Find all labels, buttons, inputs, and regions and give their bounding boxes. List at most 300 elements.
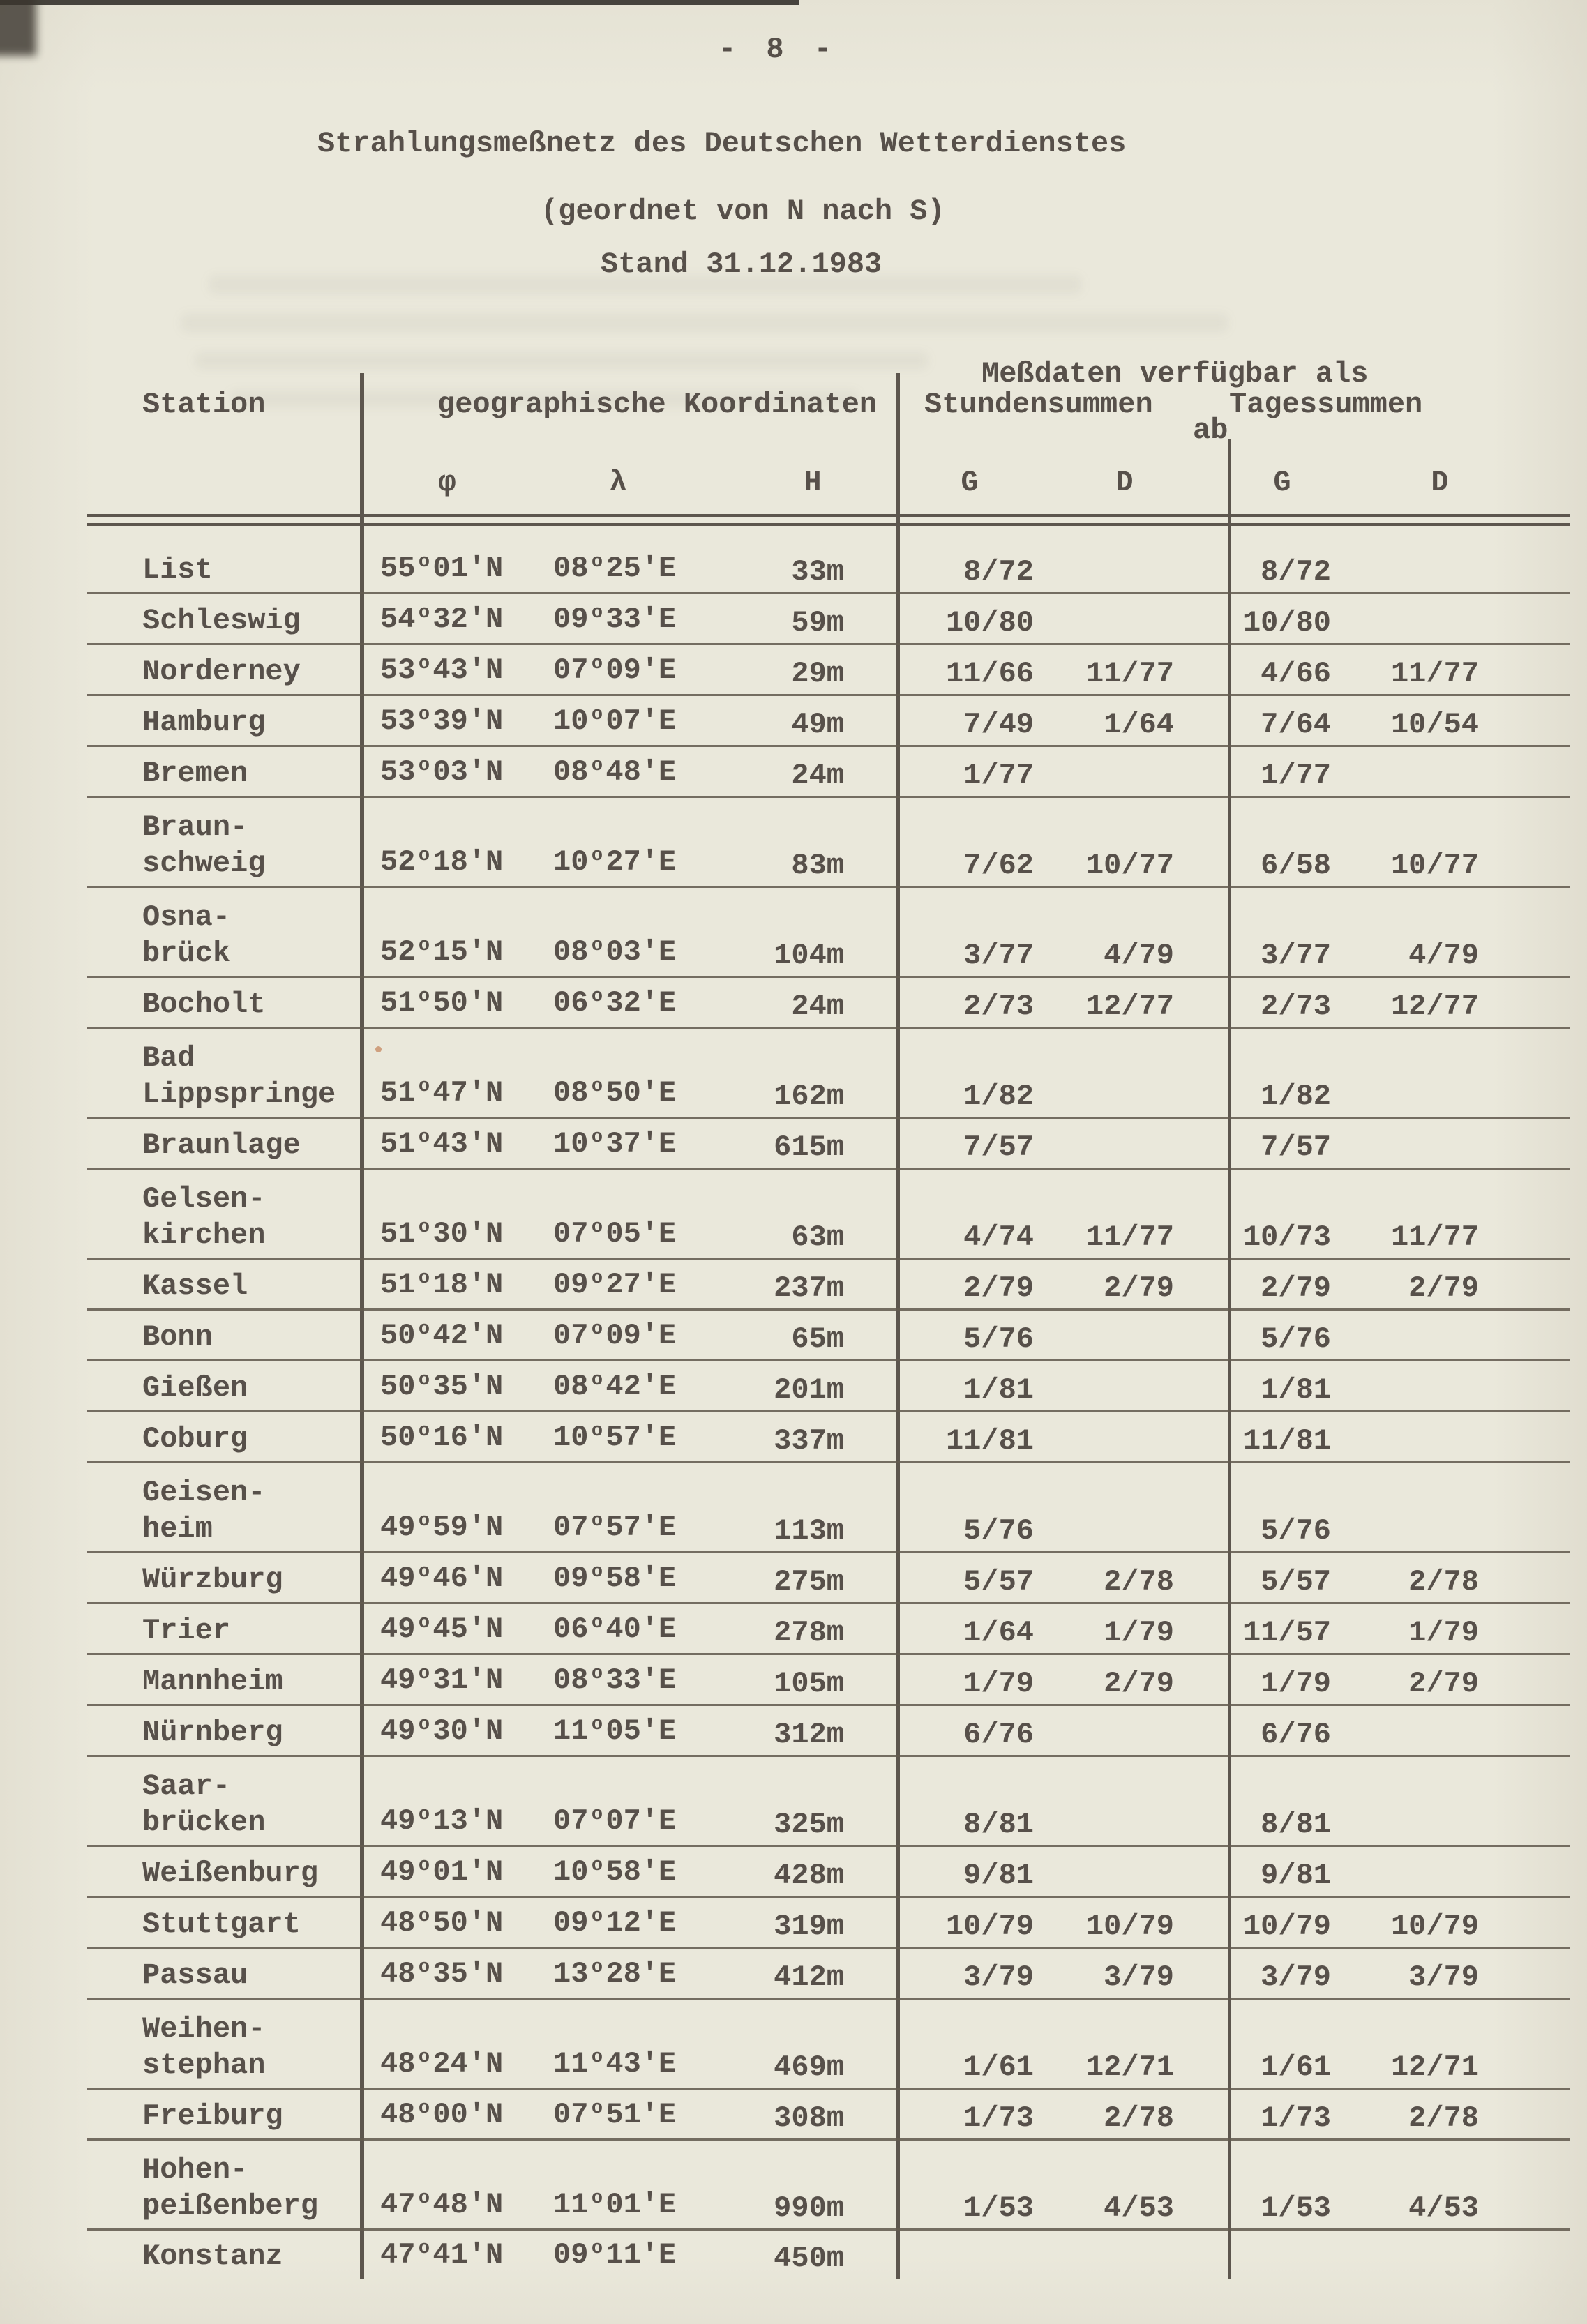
daily-d-value: [1369, 2231, 1570, 2279]
station-coordinates: [362, 2231, 898, 2279]
longitude-value: 08 o 48'E: [553, 755, 677, 789]
station-name: Gießen: [142, 1371, 248, 1405]
hourly-g-value: 3/79: [963, 1961, 1034, 1994]
hourly-d-value: 12/71: [1085, 2051, 1174, 2084]
latitude-value: 52 o 15'N: [380, 935, 504, 969]
daily-g-value: 11/81: [1242, 1424, 1331, 1458]
daily-d-value: 10/79: [1390, 1910, 1479, 1943]
station-name: Braun- schweig: [142, 810, 266, 880]
daily-d-value: [1369, 594, 1570, 643]
header-coordinates: geographische Koordinaten: [437, 388, 878, 421]
daily-d-value: 12/77: [1390, 990, 1479, 1023]
station-name: Hamburg: [142, 706, 266, 739]
table-row: [87, 2141, 1570, 2231]
daily-d-value: [1369, 1847, 1570, 1896]
altitude-value: 325m: [774, 1808, 844, 1841]
daily-d-value: 4/79: [1408, 939, 1479, 972]
hourly-g-value: 11/81: [945, 1424, 1034, 1458]
longitude-value: 09 o 58'E: [553, 1562, 677, 1595]
daily-d-value: [1369, 1311, 1570, 1359]
table-row: [87, 1655, 1570, 1706]
altitude-value: 33m: [791, 555, 844, 589]
station-coordinates: [362, 1655, 898, 1704]
altitude-value: 29m: [791, 657, 844, 691]
altitude-value: 450m: [774, 2242, 844, 2275]
daily-g-value: 5/76: [1261, 1514, 1331, 1548]
longitude-value: 13 o 28'E: [553, 1957, 677, 1991]
hourly-d-value: [1074, 1412, 1230, 1461]
hourly-d-value: [1074, 528, 1230, 592]
latitude-value: 54 o 32'N: [380, 603, 504, 636]
daily-d-value: [1369, 1463, 1570, 1551]
hourly-d-value: 1/64: [1104, 708, 1174, 741]
altitude-value: 308m: [774, 2102, 844, 2135]
station-coordinates: [362, 798, 898, 886]
longitude-value: 07 o 05'E: [553, 1217, 677, 1251]
hourly-g-value: 1/77: [963, 759, 1034, 792]
station-name: Osna- brück: [142, 900, 231, 970]
latitude-value: 48 o 24'N: [380, 2047, 504, 2081]
hourly-g-value: 5/57: [963, 1565, 1034, 1599]
hourly-g-value: 6/76: [963, 1718, 1034, 1751]
station-name: Gelsen- kirchen: [142, 1182, 266, 1252]
daily-g-value: 10/73: [1242, 1221, 1331, 1254]
daily-g-value: 10/80: [1242, 606, 1331, 640]
latitude-value: 47 o 41'N: [380, 2238, 504, 2272]
altitude-value: 469m: [774, 2051, 844, 2084]
altitude-value: 412m: [774, 1961, 844, 1994]
hourly-g-value: 9/81: [963, 1859, 1034, 1892]
daily-g-value: 10/79: [1242, 1910, 1331, 1943]
longitude-value: 06 o 40'E: [553, 1613, 677, 1646]
altitude-value: 83m: [791, 849, 844, 882]
hourly-d-value: 1/79: [1104, 1616, 1174, 1650]
altitude-value: 162m: [774, 1080, 844, 1113]
hourly-d-value: [1074, 1847, 1230, 1896]
table-row: [87, 1260, 1570, 1311]
station-coordinates: [362, 978, 898, 1027]
altitude-value: 105m: [774, 1667, 844, 1700]
hourly-d-value: 10/79: [1085, 1910, 1174, 1943]
longitude-value: 07 o 57'E: [553, 1511, 677, 1544]
daily-g-value: 3/79: [1261, 1961, 1331, 1994]
daily-g-value: 9/81: [1261, 1859, 1331, 1892]
daily-g-value: 6/58: [1261, 849, 1331, 882]
daily-g-value: 1/77: [1261, 759, 1331, 792]
longitude-value: 07 o 09'E: [553, 654, 677, 687]
hourly-g-value: 3/77: [963, 939, 1034, 972]
table-row: [87, 528, 1570, 594]
daily-g-value: 5/57: [1261, 1565, 1331, 1599]
station-table-rows: [87, 528, 1570, 2279]
bleed-through: [181, 314, 1228, 332]
altitude-value: 104m: [774, 939, 844, 972]
station-name: Braunlage: [142, 1129, 301, 1162]
latitude-value: 53 o 43'N: [380, 654, 504, 687]
latitude-value: 51 o 47'N: [380, 1076, 504, 1110]
station-name: Passau: [142, 1959, 248, 1992]
table-row: [87, 696, 1570, 747]
daily-g-value: 1/73: [1261, 2102, 1331, 2135]
altitude-value: 428m: [774, 1859, 844, 1892]
longitude-value: 10 o 37'E: [553, 1127, 677, 1161]
hourly-g-value: 1/79: [963, 1667, 1034, 1700]
header-daily: Tagessummen: [1229, 388, 1423, 421]
altitude-value: 312m: [774, 1718, 844, 1751]
altitude-value: 49m: [791, 708, 844, 741]
altitude-value: 59m: [791, 606, 844, 640]
station-coordinates: [362, 2141, 898, 2228]
daily-g-value: 6/76: [1261, 1718, 1331, 1751]
altitude-value: 990m: [774, 2191, 844, 2225]
daily-d-value: [1369, 528, 1570, 592]
hourly-d-value: [1074, 747, 1230, 796]
hourly-g-value: 8/81: [963, 1808, 1034, 1841]
longitude-value: 10 o 07'E: [553, 704, 677, 738]
station-coordinates: [362, 1463, 898, 1551]
latitude-value: 49 o 31'N: [380, 1663, 504, 1697]
hourly-d-value: 3/79: [1104, 1961, 1174, 1994]
table-row: [87, 1847, 1570, 1898]
daily-d-value: 11/77: [1390, 1221, 1479, 1254]
table-row: [87, 1170, 1570, 1260]
station-coordinates: [362, 1847, 898, 1896]
table-row: [87, 1311, 1570, 1361]
longitude-value: 08 o 42'E: [553, 1370, 677, 1403]
altitude-value: 65m: [791, 1322, 844, 1356]
document-subtitle: (geordnet von N nach S): [541, 195, 945, 228]
longitude-value: 07 o 51'E: [553, 2098, 677, 2131]
latitude-value: 48 o 00'N: [380, 2098, 504, 2131]
station-name: Kassel: [142, 1269, 248, 1303]
hourly-d-value: 4/79: [1104, 939, 1174, 972]
station-name: Bocholt: [142, 988, 266, 1021]
station-coordinates: [362, 747, 898, 796]
station-name: Freiburg: [142, 2099, 283, 2133]
hourly-d-value: 10/77: [1085, 849, 1174, 882]
daily-d-value: 1/79: [1408, 1616, 1479, 1650]
longitude-value: 08 o 33'E: [553, 1663, 677, 1697]
table-row: [87, 888, 1570, 978]
longitude-value: 06 o 32'E: [553, 986, 677, 1020]
hourly-d-value: 11/77: [1085, 1221, 1174, 1254]
altitude-value: 337m: [774, 1424, 844, 1458]
table-row: [87, 2090, 1570, 2141]
daily-d-value: [1369, 1119, 1570, 1168]
hourly-d-value: 2/78: [1104, 2102, 1174, 2135]
hourly-g-value: 1/61: [963, 2051, 1034, 2084]
station-name: Bad Lippspringe: [142, 1041, 336, 1111]
latitude-value: 49 o 30'N: [380, 1714, 504, 1748]
hourly-g-value: 7/57: [963, 1131, 1034, 1164]
latitude-value: 51 o 43'N: [380, 1127, 504, 1161]
header-hourly-d: D: [1115, 466, 1134, 499]
daily-g-value: 11/57: [1242, 1616, 1331, 1650]
daily-g-value: 2/73: [1261, 990, 1331, 1023]
station-name: Weißenburg: [142, 1857, 319, 1890]
hourly-d-value: [1074, 1757, 1230, 1845]
longitude-value: 09 o 27'E: [553, 1268, 677, 1301]
latitude-value: 48 o 35'N: [380, 1957, 504, 1991]
daily-g-value: 2/79: [1261, 1272, 1331, 1305]
latitude-value: 55 o 01'N: [380, 552, 504, 585]
document-title: Strahlungsmeßnetz des Deutschen Wetterdienstes: [317, 127, 1127, 160]
longitude-value: 07 o 09'E: [553, 1319, 677, 1352]
altitude-value: 201m: [774, 1373, 844, 1407]
latitude-value: 49 o 45'N: [380, 1613, 504, 1646]
hourly-g-value: 1/64: [963, 1616, 1034, 1650]
station-coordinates: [362, 1604, 898, 1653]
header-hourly: Stundensummen: [924, 388, 1153, 421]
station-coordinates: [362, 2000, 898, 2088]
station-coordinates: [362, 1260, 898, 1308]
daily-d-value: 10/77: [1390, 849, 1479, 882]
table-row: [87, 594, 1570, 645]
daily-d-value: [1369, 1706, 1570, 1755]
header-double-rule: [87, 514, 1570, 517]
daily-d-value: 2/79: [1408, 1272, 1479, 1305]
table-row: [87, 1553, 1570, 1604]
latitude-value: 51 o 50'N: [380, 986, 504, 1020]
altitude-value: 24m: [791, 759, 844, 792]
hourly-g-value: 11/66: [945, 657, 1034, 691]
table-row: [87, 798, 1570, 888]
station-name: Stuttgart: [142, 1908, 301, 1941]
longitude-value: 11 o 43'E: [553, 2047, 677, 2081]
daily-g-value: 1/53: [1261, 2191, 1331, 2225]
daily-d-value: [1369, 1361, 1570, 1410]
hourly-g-value: 8/72: [963, 555, 1034, 589]
header-height: H: [804, 466, 822, 499]
station-coordinates: [362, 1553, 898, 1602]
station-coordinates: [362, 1412, 898, 1461]
daily-d-value: 2/78: [1408, 2102, 1479, 2135]
daily-g-value: 5/76: [1261, 1322, 1331, 1356]
hourly-g-value: 7/49: [963, 708, 1034, 741]
station-name: Schleswig: [142, 604, 301, 637]
hourly-g-value: [898, 2231, 1074, 2279]
station-coordinates: [362, 1029, 898, 1117]
station-name: Trier: [142, 1614, 231, 1647]
altitude-value: 63m: [791, 1221, 844, 1254]
latitude-value: 52 o 18'N: [380, 845, 504, 879]
latitude-value: 49 o 46'N: [380, 1562, 504, 1595]
station-name: Mannheim: [142, 1665, 283, 1698]
longitude-value: 09 o 33'E: [553, 603, 677, 636]
hourly-d-value: 2/79: [1104, 1667, 1174, 1700]
table-row: [87, 747, 1570, 798]
station-name: Nürnberg: [142, 1716, 283, 1749]
station-name: List: [142, 553, 213, 587]
station-coordinates: [362, 888, 898, 976]
daily-d-value: 2/78: [1408, 1565, 1479, 1599]
station-name: Saar- brücken: [142, 1770, 266, 1839]
longitude-value: 09 o 11'E: [553, 2238, 677, 2272]
daily-d-value: 11/77: [1390, 657, 1479, 691]
station-name: Weihen- stephan: [142, 2012, 266, 2082]
hourly-d-value: [1074, 1361, 1230, 1410]
hourly-d-value: [1074, 1119, 1230, 1168]
table-row: [87, 1604, 1570, 1655]
longitude-value: 09 o 12'E: [553, 1906, 677, 1940]
daily-g-value: 3/77: [1261, 939, 1331, 972]
longitude-value: 10 o 58'E: [553, 1855, 677, 1889]
hourly-g-value: 5/76: [963, 1514, 1034, 1548]
latitude-value: 49 o 01'N: [380, 1855, 504, 1889]
hourly-g-value: 4/74: [963, 1221, 1034, 1254]
table-row: [87, 1361, 1570, 1412]
station-coordinates: [362, 1757, 898, 1845]
daily-d-value: 12/71: [1390, 2051, 1479, 2084]
daily-g-value: 7/57: [1261, 1131, 1331, 1164]
longitude-value: 11 o 05'E: [553, 1714, 677, 1748]
scan-edge-artifact: [0, 0, 799, 5]
hourly-g-value: 1/53: [963, 2191, 1034, 2225]
hourly-d-value: [1074, 1029, 1230, 1117]
longitude-value: 08 o 03'E: [553, 935, 677, 969]
header-availability: Meßdaten verfügbar als: [981, 357, 1369, 391]
latitude-value: 51 o 30'N: [380, 1217, 504, 1251]
page-number: - 8 -: [719, 33, 838, 66]
header-from: ab: [1193, 414, 1228, 447]
daily-g-value: 1/82: [1261, 1080, 1331, 1113]
table-row: [87, 1119, 1570, 1170]
station-name: Geisen- heim: [142, 1476, 266, 1546]
station-coordinates: [362, 1361, 898, 1410]
document-date-line: Stand 31.12.1983: [601, 248, 882, 281]
hourly-g-value: 7/62: [963, 849, 1034, 882]
longitude-value: 08 o 25'E: [553, 552, 677, 585]
longitude-value: 10 o 27'E: [553, 845, 677, 879]
table-row: [87, 2231, 1570, 2279]
altitude-value: 113m: [774, 1514, 844, 1548]
table-row: [87, 1412, 1570, 1463]
hourly-g-value: 2/73: [963, 990, 1034, 1023]
longitude-value: 11 o 01'E: [553, 2188, 677, 2221]
station-coordinates: [362, 1311, 898, 1359]
altitude-value: 278m: [774, 1616, 844, 1650]
latitude-value: 53 o 03'N: [380, 755, 504, 789]
header-phi: φ: [438, 466, 456, 499]
daily-d-value: 3/79: [1408, 1961, 1479, 1994]
daily-g-value: 4/66: [1261, 657, 1331, 691]
station-coordinates: [362, 1706, 898, 1755]
station-name: Würzburg: [142, 1563, 283, 1597]
station-coordinates: [362, 1898, 898, 1947]
header-hourly-g: G: [961, 466, 979, 499]
table-row: [87, 645, 1570, 696]
daily-d-value: [1369, 1757, 1570, 1845]
table-row: [87, 1706, 1570, 1757]
station-name: Bonn: [142, 1320, 213, 1354]
station-coordinates: [362, 2090, 898, 2138]
hourly-g-value: 10/80: [945, 606, 1034, 640]
daily-d-value: [1369, 1029, 1570, 1117]
longitude-value: 10 o 57'E: [553, 1421, 677, 1454]
longitude-value: 07 o 07'E: [553, 1804, 677, 1838]
latitude-value: 47 o 48'N: [380, 2188, 504, 2221]
hourly-d-value: [1074, 2231, 1230, 2279]
latitude-value: 49 o 13'N: [380, 1804, 504, 1838]
station-coordinates: [362, 594, 898, 643]
latitude-value: 50 o 35'N: [380, 1370, 504, 1403]
hourly-d-value: 12/77: [1085, 990, 1174, 1023]
hourly-g-value: 1/81: [963, 1373, 1034, 1407]
hourly-d-value: 2/79: [1104, 1272, 1174, 1305]
latitude-value: 53 o 39'N: [380, 704, 504, 738]
station-name: Norderney: [142, 655, 301, 688]
station-name: Bremen: [142, 757, 248, 790]
station-coordinates: [362, 1119, 898, 1168]
table-row: [87, 1898, 1570, 1949]
hourly-g-value: 1/73: [963, 2102, 1034, 2135]
table-row: [87, 1029, 1570, 1119]
altitude-value: 24m: [791, 990, 844, 1023]
hourly-d-value: 4/53: [1104, 2191, 1174, 2225]
header-daily-g: G: [1273, 466, 1291, 499]
hourly-d-value: [1074, 594, 1230, 643]
station-coordinates: [362, 1949, 898, 1998]
station-name: Hohen- peißenberg: [142, 2153, 319, 2223]
station-coordinates: [362, 528, 898, 592]
daily-g-value: 7/64: [1261, 708, 1331, 741]
latitude-value: 51 o 18'N: [380, 1268, 504, 1301]
daily-g-value: 8/81: [1261, 1808, 1331, 1841]
hourly-d-value: [1074, 1463, 1230, 1551]
daily-g-value: 1/81: [1261, 1373, 1331, 1407]
hourly-d-value: [1074, 1311, 1230, 1359]
hourly-d-value: 2/78: [1104, 1565, 1174, 1599]
scan-corner-artifact: [0, 0, 36, 56]
station-coordinates: [362, 1170, 898, 1258]
station-coordinates: [362, 696, 898, 745]
table-row: [87, 1949, 1570, 2000]
station-coordinates: [362, 645, 898, 694]
daily-d-value: [1369, 747, 1570, 796]
station-name: Coburg: [142, 1422, 248, 1456]
altitude-value: 319m: [774, 1910, 844, 1943]
daily-d-value: 4/53: [1408, 2191, 1479, 2225]
table-row: [87, 978, 1570, 1029]
daily-g-value: 1/61: [1261, 2051, 1331, 2084]
longitude-value: 08 o 50'E: [553, 1076, 677, 1110]
daily-g-value: 8/72: [1261, 555, 1331, 589]
daily-g-value: [1230, 2231, 1369, 2279]
hourly-g-value: 10/79: [945, 1910, 1034, 1943]
daily-d-value: 2/79: [1408, 1667, 1479, 1700]
table-row: [87, 1463, 1570, 1553]
header-station: Station: [142, 388, 266, 421]
altitude-value: 275m: [774, 1565, 844, 1599]
hourly-d-value: 11/77: [1085, 657, 1174, 691]
hourly-d-value: [1074, 1706, 1230, 1755]
latitude-value: 50 o 42'N: [380, 1319, 504, 1352]
altitude-value: 615m: [774, 1131, 844, 1164]
latitude-value: 50 o 16'N: [380, 1421, 504, 1454]
header-double-rule: [87, 523, 1570, 526]
hourly-g-value: 2/79: [963, 1272, 1034, 1305]
daily-g-value: 1/79: [1261, 1667, 1331, 1700]
daily-d-value: 10/54: [1390, 708, 1479, 741]
latitude-value: 49 o 59'N: [380, 1511, 504, 1544]
header-lambda: λ: [609, 466, 627, 499]
hourly-g-value: 1/82: [963, 1080, 1034, 1113]
table-row: [87, 1757, 1570, 1847]
station-name: Konstanz: [142, 2240, 283, 2273]
latitude-value: 48 o 50'N: [380, 1906, 504, 1940]
altitude-value: 237m: [774, 1272, 844, 1305]
table-row: [87, 2000, 1570, 2090]
